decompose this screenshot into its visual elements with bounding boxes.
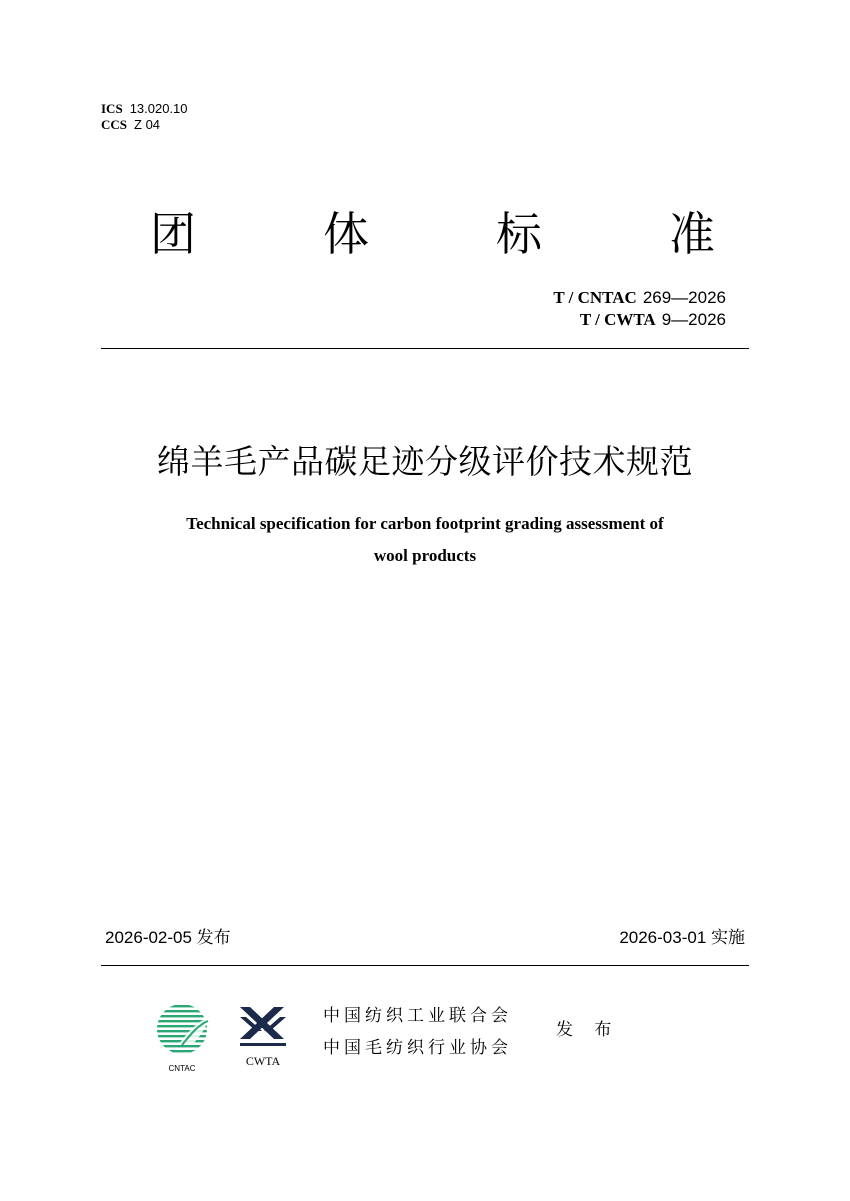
title-chinese: 绵羊毛产品碳足迹分级评价技术规范 (157, 442, 693, 481)
cntac-emblem-icon (152, 1001, 212, 1076)
bottom-divider (101, 965, 749, 966)
cntac-logo-text: CNTAC (168, 1064, 196, 1073)
ccs-code: Z 04 (134, 117, 161, 132)
cwta-logo-text: CWTA (245, 1054, 281, 1068)
standard-number-cntac (553, 287, 726, 309)
doc-type-char: 体 (323, 207, 369, 261)
ccs-row (101, 117, 188, 133)
title-english (100, 508, 750, 572)
doc-type-char: 标 (496, 207, 542, 261)
standard-number-cwta (553, 309, 726, 331)
ics-row (101, 101, 188, 117)
issued-label: 发 布 (556, 1020, 620, 1040)
standard-numbers (553, 287, 726, 331)
doc-type-char: 准 (669, 207, 715, 261)
ccs-label: CCS (101, 117, 128, 132)
doc-type-char: 团 (150, 207, 196, 261)
cwta-logo (236, 1003, 290, 1069)
cwta-emblem-icon (236, 1003, 290, 1069)
issuer-name: 中国毛纺织行业协会 (323, 1038, 512, 1058)
standard-number: 9—2026 (661, 310, 726, 329)
title-english-line: wool products (373, 546, 477, 565)
issuing-organizations (323, 1000, 512, 1064)
classification-codes (101, 101, 188, 133)
title-english-line: Technical specification for carbon footprint grading assessment of (186, 514, 664, 533)
top-divider (101, 348, 749, 349)
standard-number: 269—2026 (642, 288, 726, 307)
cntac-logo (152, 1001, 212, 1076)
standard-prefix: T / CNTAC (553, 288, 637, 307)
standard-prefix: T / CWTA (579, 310, 656, 329)
issue-date: 2026-02-05 发布 (105, 928, 231, 947)
ics-label: ICS (101, 101, 123, 116)
implementation-date: 2026-03-01 实施 (619, 928, 745, 947)
issuer-name: 中国纺织工业联合会 (323, 1006, 512, 1026)
document-type-heading (150, 204, 715, 264)
ics-code: 13.020.10 (129, 101, 188, 116)
